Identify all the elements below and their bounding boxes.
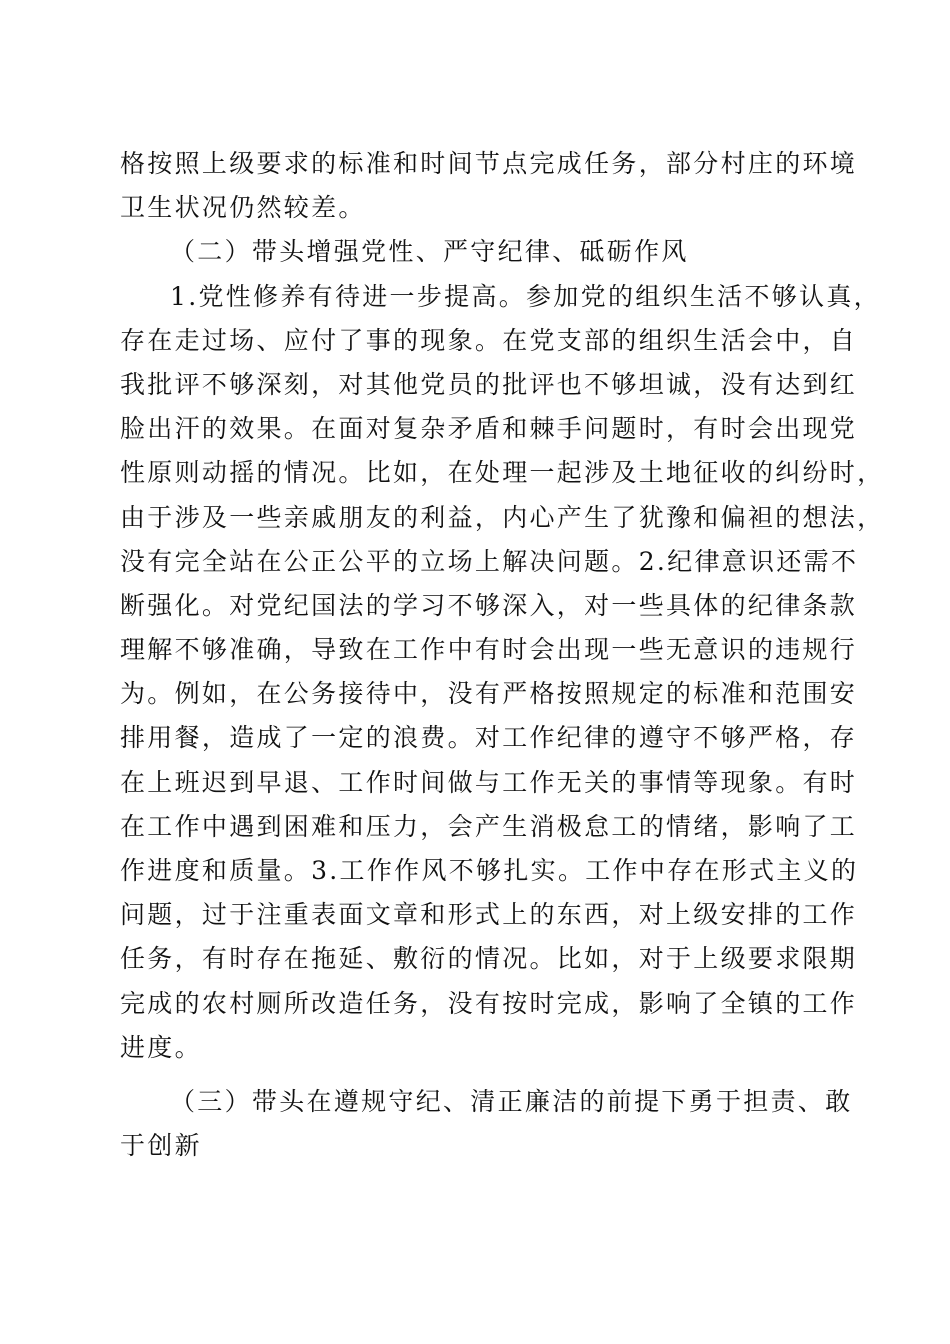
paragraph-line: 没有完全站在公正公平的立场上解决问题。2.纪律意识还需不 xyxy=(120,546,859,576)
section-heading: （三）带头在遵规守纪、清正廉洁的前提下勇于担责、敢 xyxy=(170,1086,853,1116)
paragraph-line: 为。例如，在公务接待中，没有严格按照规定的标准和范围安 xyxy=(120,679,858,709)
paragraph-line: 进度。 xyxy=(120,1032,202,1062)
paragraph-line: 1.党性修养有待进一步提高。参加党的组织生活不够认真， xyxy=(170,281,881,311)
paragraph-line: 断强化。对党纪国法的学习不够深入，对一些具体的纪律条款 xyxy=(120,590,858,620)
section-heading: （二）带头增强党性、严守纪律、砥砺作风 xyxy=(170,237,689,267)
paragraph-line: 我批评不够深刻，对其他党员的批评也不够坦诚，没有达到红 xyxy=(120,369,858,399)
paragraph-line: 理解不够准确，导致在工作中有时会出现一些无意识的违规行 xyxy=(120,635,858,665)
paragraph-line: 存在走过场、应付了事的现象。在党支部的组织生活会中，自 xyxy=(120,325,858,355)
paragraph-line: 排用餐，造成了一定的浪费。对工作纪律的遵守不够严格，存 xyxy=(120,723,858,753)
paragraph-line: 作进度和质量。3.工作作风不够扎实。工作中存在形式主义的 xyxy=(120,856,859,885)
paragraph-line: 问题，过于注重表面文章和形式上的东西，对上级安排的工作 xyxy=(120,900,858,930)
paragraph-line: 脸出汗的效果。在面对复杂矛盾和棘手问题时，有时会出现党 xyxy=(120,414,858,444)
paragraph-line: 在上班迟到早退、工作时间做与工作无关的事情等现象。有时 xyxy=(120,767,858,797)
paragraph-line: 由于涉及一些亲戚朋友的利益，内心产生了犹豫和偏袒的想法， xyxy=(120,502,885,532)
paragraph-line: 完成的农村厕所改造任务，没有按时完成，影响了全镇的工作 xyxy=(120,988,858,1018)
section-heading-continued: 于创新 xyxy=(120,1131,202,1161)
paragraph-line: 格按照上级要求的标准和时间节点完成任务，部分村庄的环境 xyxy=(120,149,858,178)
document-body xyxy=(120,142,885,1168)
paragraph-line: 性原则动摇的情况。比如，在处理一起涉及土地征收的纠纷时， xyxy=(120,458,885,488)
paragraph-line: 在工作中遇到困难和压力，会产生消极怠工的情绪，影响了工 xyxy=(120,811,858,841)
paragraph-line: 卫生状况仍然较差。 xyxy=(120,193,366,223)
paragraph-line: 任务，有时存在拖延、敷衍的情况。比如，对于上级要求限期 xyxy=(120,944,858,974)
